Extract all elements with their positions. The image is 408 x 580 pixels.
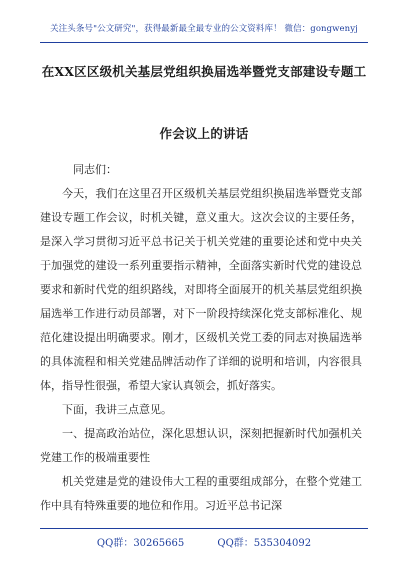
document-title-line-2: 作会议上的讲话	[159, 126, 249, 141]
footer-divider	[40, 528, 368, 529]
page-footer	[40, 534, 368, 549]
section-heading-1: 一、提高政治站位，深化思想认识，深刻把握新时代加强机关党建工作的极端重要性	[40, 427, 362, 464]
paragraph-intro: 今天，我们在这里召开区级机关基层党组织换届选举暨党支部建设专题工作会议，时机关键，意义重大。这次会议的主要任务，是深入学习贯彻习近平总书记关于机关党建的重要论述和党中央关于加强党的建设一系列重要指示精神，全面落实新时代党的建设总要求和新时代党的组织路线，对即将全面展开的机关基层党组织换届选举工作进行动员部署，对下一阶段持续深化党支部标准化、规范化建设提出明确要求。刚才，区级机关党工委的同志对换届选举的具体流程和相关党建品牌活动作了详细的说明和培训，内容很具体，指导性很强，希望大家认真领会，抓好落实。	[40, 187, 362, 392]
salutation: 同志们：	[73, 163, 117, 176]
footer-qq-group-2: QQ群：535304092	[217, 538, 312, 549]
page-header: 关注头条号"公文研究"，获得最新最全最专业的公文资料库！ 微信：gongwenyj	[50, 24, 358, 34]
document-body	[40, 158, 362, 518]
footer-qq-group-1: QQ群：30265665	[96, 538, 185, 549]
header-divider	[40, 42, 368, 43]
paragraph-section-1: 机关党建是党的建设伟大工程的重要组成部分，在整个党建工作中具有特殊重要的地位和作用。习近平总书记深	[40, 475, 362, 512]
document-title-line-1: 在XX区区级机关基层党组织换届选举暨党支部建设专题工	[41, 64, 367, 79]
paragraph-transition: 下面，我讲三点意见。	[62, 403, 172, 416]
